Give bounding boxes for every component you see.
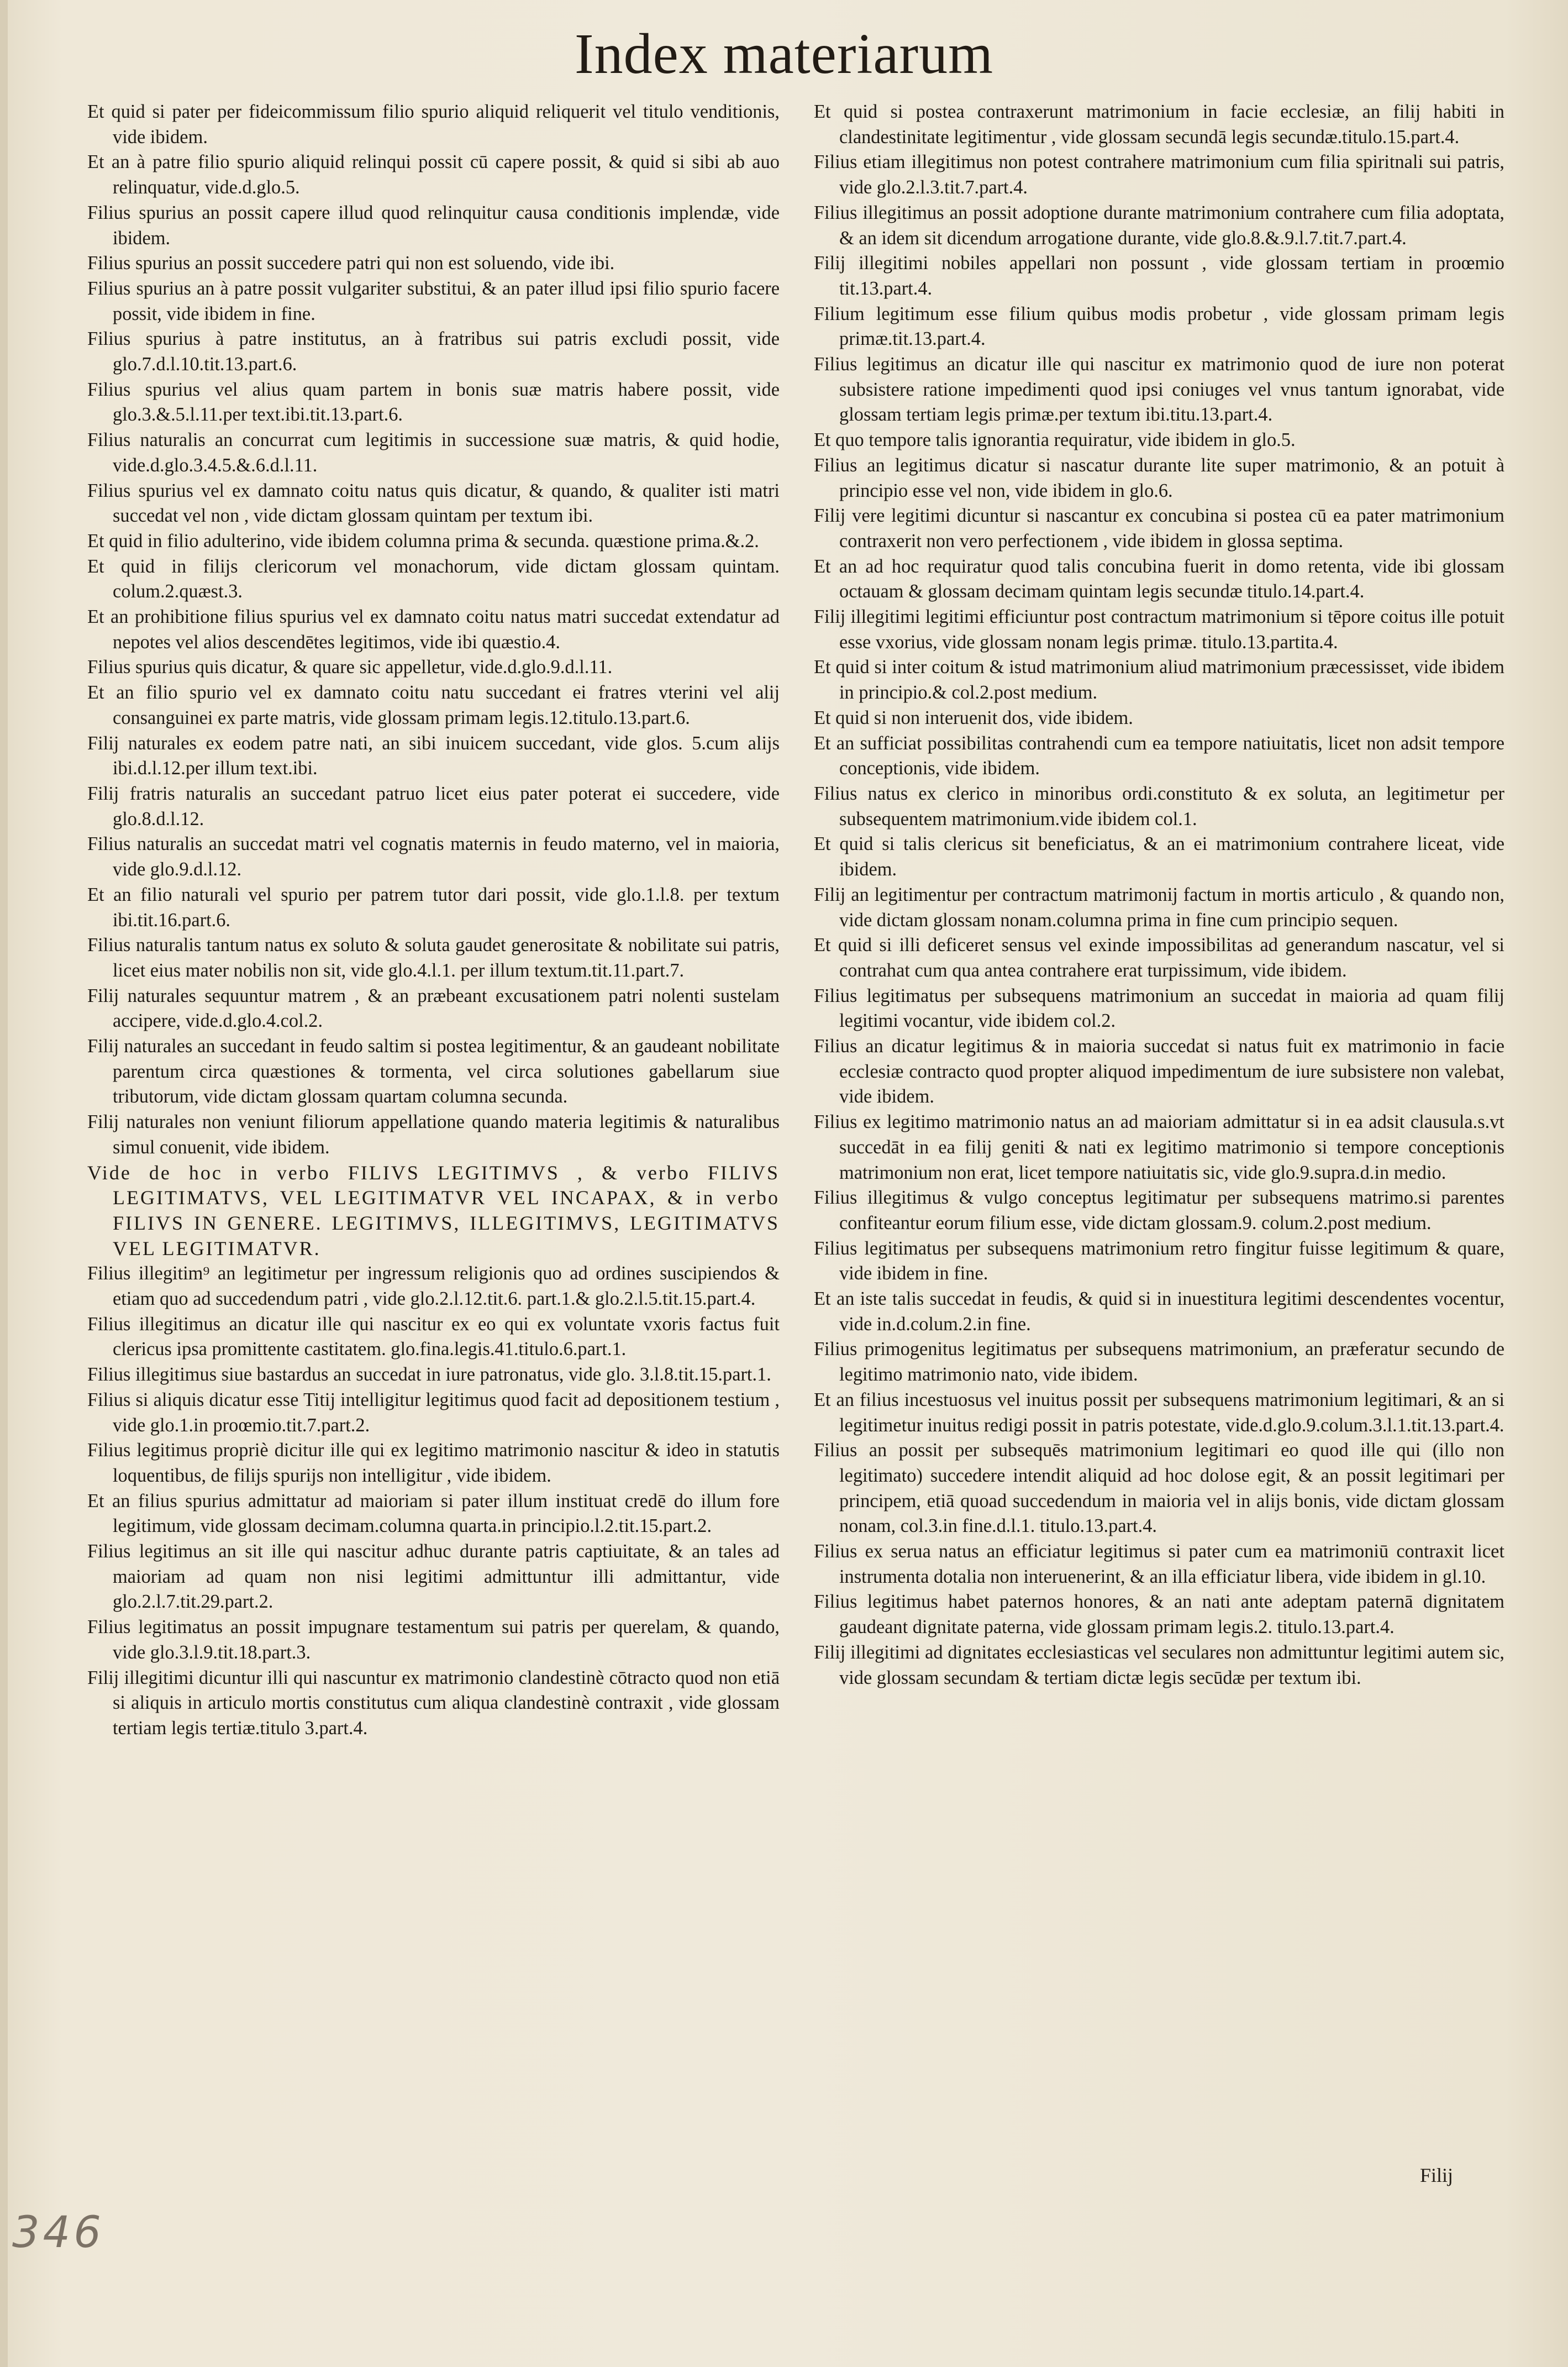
index-entry: Filius ex legitimo matrimonio natus an ad maioriam admittatur si in ea adsit clausula.s.vt succedāt in ea filij geniti & nati ex legitimo matrimonio si tempore conceptionis matrimonium non erat, licet tempore natiuitatis sic, vide glo.9.supra.d.in medio. [814, 1111, 1504, 1183]
index-entry: Filij naturales ex eodem patre nati, an sibi inuicem succedant, vide glos. 5.cum alijs ibi.d.l.12.per illum text.ibi. [87, 732, 780, 779]
index-entry: Filius an possit per subsequēs matrimonium legitimari eo quod ille qui (illo non legitimato) succedere intendit aliquid ad hoc dolose egit, & an possit legitimari per principem, etiā quoad succedendum in maioria vel in alijs bonis, vide dictam glossam nonam, col.3.in fine.d.l.1. titulo.13.part.4. [814, 1440, 1504, 1537]
index-entry: Filij illegitimi legitimi efficiuntur post contractum matrimonium si tēpore coitus ille potuit esse vxorius, vide glossam nonam legis primæ. titulo.13.partita.4. [814, 606, 1504, 653]
index-entry: Et an filio naturali vel spurio per patrem tutor dari possit, vide glo.1.l.8. per textum ibi.tit.16.part.6. [87, 884, 780, 931]
index-entry: Filij vere legitimi dicuntur si nascantur ex concubina si postea cū ea pater matrimonium contraxerit non vero perfectionem , vide ibidem in glossa septima. [814, 505, 1504, 552]
index-entry: Et quid in filio adulterino, vide ibidem columna prima & secunda. quæstione prima.&.2. [87, 530, 759, 552]
index-entry: Et an filius spurius admittatur ad maioriam si pater illum instituat credē do illum fore legitimum, vide glossam decimam.columna quarta.in principio.l.2.tit.15.part.2. [87, 1490, 780, 1537]
index-entry: Filius illegitimus & vulgo conceptus legitimatur per subsequens matrimo.si parentes confiteantur eorum filium esse, vide dictam glossam.9. colum.2.post medium. [814, 1187, 1504, 1234]
index-entry: Filius ex serua natus an efficiatur legitimus si pater cum ea matrimoniū contraxit licet instrumenta dotalia non interuenerint, & an illa efficiatur libera, vide ibidem in gl.10. [814, 1541, 1504, 1587]
index-entry: Et an sufficiat possibilitas contrahendi cum ea tempore natiuitatis, licet non adsit tempore conceptionis, vide ibidem. [814, 732, 1504, 779]
page-title: Index materiarum [574, 22, 994, 86]
catchword: Filij [1420, 2164, 1454, 2186]
index-entry: Et quid si postea contraxerunt matrimonium in facie ecclesiæ, an filij habiti in clandestinitate legitimentur , vide glossam secundā legis secundæ.titulo.15.part.4. [814, 101, 1504, 148]
index-entry: Filius spurius an possit capere illud quod relinquitur causa conditionis implendæ, vide ibidem. [87, 202, 780, 249]
index-entry: Et an filio spurio vel ex damnato coitu natu succedant ei fratres vterini vel alij consanguinei ex parte matris, vide glossam primam legis.12.titulo.13.part.6. [87, 682, 780, 728]
index-entry: Filius legitimus an dicatur ille qui nascitur ex matrimonio quod de iure non poterat subsistere ratione impedimenti quod ipsi coniuges vel vnus tantum ignorabat, vide glossam tertiam legis primæ.per textum ibi.titu.13.part.4. [814, 354, 1504, 426]
index-entry: Filium legitimum esse filium quibus modis probetur , vide glossam primam legis primæ.tit.13.part.4. [814, 303, 1504, 350]
index-entry: Filius si aliquis dicatur esse Titij intelligitur legitimus quod facit ad depositionem testium , vide glo.1.in proœmio.tit.7.part.2. [87, 1389, 780, 1436]
index-entry: Et an à patre filio spurio aliquid relinqui possit cū capere possit, & quid si sibi ab auo relinquatur, vide.d.glo.5. [87, 151, 780, 198]
index-entry: Filij illegitimi dicuntur illi qui nascuntur ex matrimonio clandestinè cōtracto quod non etiā si aliquis in articulo mortis constitutus cum aliqua clandestinè contraxit , vide glossam tertiam legis tertiæ.titulo 3.part.4. [87, 1667, 780, 1739]
index-entry: Filius an legitimus dicatur si nascatur durante lite super matrimonio, & an potuit à principio esse vel non, vide ibidem in glo.6. [814, 454, 1504, 501]
index-entry: Filius legitimus propriè dicitur ille qui ex legitimo matrimonio nascitur & ideo in statutis loquentibus, de filijs spurijs non intelligitur , vide ibidem. [87, 1440, 780, 1486]
index-entry: Filius spurius an à patre possit vulgariter substitui, & an pater illud ipsi filio spurio facere possit, vide ibidem in fine. [87, 277, 780, 324]
index-entry: Filius naturalis an concurrat cum legitimis in successione suæ matris, & quid hodie, vide.d.glo.3.4.5.&.6.d.l.11. [87, 429, 780, 476]
index-entry: Filij fratris naturalis an succedant patruo licet eius pater poterat ei succedere, vide glo.8.d.l.12. [87, 783, 780, 830]
index-entry: Filius an dicatur legitimus & in maioria succedat si natus fuit ex matrimonio in facie ecclesiæ contracto quod propter aliquod impedimentum de iure subsistere non valebat, vide ibidem. [814, 1036, 1504, 1108]
right-column [814, 99, 1504, 1691]
index-entry: Filius illegitimus an possit adoptione durante matrimonium contrahere cum filia adoptata, & an idem sit dicendum arrogatione durante, vide glo.8.&.9.l.7.tit.7.part.4. [814, 202, 1504, 249]
index-entry: Filius illegitim⁹ an legitimetur per ingressum religionis quo ad ordines suscipiendos & etiam quo ad succedendum patri , vide glo.2.l.12.tit.6. part.1.& glo.2.l.5.tit.15.part.4. [87, 1263, 780, 1310]
index-entry: Filius spurius à patre institutus, an à fratribus sui patris excludi possit, vide glo.7.d.l.10.tit.13.part.6. [87, 328, 780, 375]
index-entry: Filius spurius vel ex damnato coitu natus quis dicatur, & quando, & qualiter isti matri succedat vel non , vide dictam glossam quintam per textum ibi. [87, 480, 780, 527]
index-entry: Et quid si inter coitum & istud matrimonium aliud matrimonium præcessisset, vide ibidem in principio.& col.2.post medium. [814, 657, 1504, 704]
left-column [87, 99, 780, 1741]
index-entry: Et quid si pater per fideicommissum filio spurio aliquid reliquerit vel titulo venditionis, vide ibidem. [87, 101, 780, 148]
index-entry: Et quid si talis clericus sit beneficiatus, & an ei matrimonium contrahere liceat, vide ibidem. [814, 833, 1504, 880]
index-entry: Filij naturales sequuntur matrem , & an præbeant excusationem patri nolenti sustelam accipere, vide.d.glo.4.col.2. [87, 985, 780, 1032]
index-entry: Filij naturales an succedant in feudo saltim si postea legitimentur, & an gaudeant nobilitate parentum circa quæstiones & tormenta, vel circa solutiones gabellarum siue tributorum, vide dictam glossam quartam columna secunda. [87, 1036, 780, 1108]
index-entry: Filij naturales non veniunt filiorum appellatione quando materia legitimis & naturalibus simul conuenit, vide ibidem. [87, 1111, 780, 1158]
index-entry: Et quo tempore talis ignorantia requiratur, vide ibidem in glo.5. [814, 429, 1296, 451]
index-entry: Filius legitimus an sit ille qui nascitur adhuc durante patris captiuitate, & an tales ad maioriam ad quam non nisi legitimi admittuntur illi admittantur, vide glo.2.l.7.tit.29.part.2. [87, 1541, 780, 1613]
index-entry: Filius legitimatus per subsequens matrimonium retro fingitur fuisse legitimum & quare, vide ibidem in fine. [814, 1237, 1504, 1284]
index-entry: Filij illegitimi ad dignitates ecclesiasticas vel seculares non admittuntur legitimi autem sic, vide glossam secundam & tertiam dictæ legis secūdæ per textum ibi. [814, 1641, 1504, 1688]
index-entry: Et an ad hoc requiratur quod talis concubina fuerit in domo retenta, vide ibi glossam octauam & glossam decimam quintam legis secundæ titulo.14.part.4. [814, 555, 1504, 602]
index-entry: Filius etiam illegitimus non potest contrahere matrimonium cum filia spiritnali sui patris, vide glo.2.l.3.tit.7.part.4. [814, 151, 1504, 198]
index-entry: Filius natus ex clerico in minoribus ordi.constituto & ex soluta, an legitimetur per subsequentem matrimonium.vide ibidem col.1. [814, 783, 1504, 830]
index-entry: Filij an legitimentur per contractum matrimonij factum in mortis articulo , & quando non, vide dictam glossam nonam.columna prima in fine cum principio sequen. [814, 884, 1504, 931]
index-entry: Filius legitimatus per subsequens matrimonium an succedat in maioria ad quam filij legitimi vocantur, vide ibidem col.2. [814, 985, 1504, 1032]
index-entry: Filius spurius vel alius quam partem in bonis suæ matris habere possit, vide glo.3.&.5.l.11.per text.ibi.tit.13.part.6. [87, 379, 780, 426]
index-entry: Filius naturalis an succedat matri vel cognatis maternis in feudo materno, vel in maioria, vide glo.9.d.l.12. [87, 833, 780, 880]
index-entry: Filius legitimus habet paternos honores, & an nati ante adeptam paternā dignitatem gaudeant dignitate paterna, vide glossam primam legis.2. titulo.13.part.4. [814, 1591, 1504, 1638]
index-entry: Filius primogenitus legitimatus per subsequens matrimonium, an præferatur secundo de legitimo matrimonio nato, vide ibidem. [814, 1339, 1504, 1385]
page-edge [0, 0, 8, 2367]
index-entry: Et an iste talis succedat in feudis, & quid si in inuestitura legitimi descendentes vocentur, vide in.d.colum.2.in fine. [814, 1288, 1504, 1335]
index-entry: Filius spurius an possit succedere patri qui non est soluendo, vide ibi. [87, 253, 615, 274]
index-entry: Filij illegitimi nobiles appellari non possunt , vide glossam tertiam in proœmio tit.13.part.4. [814, 253, 1504, 299]
index-entry: Filius illegitimus siue bastardus an succedat in iure patronatus, vide glo. 3.l.8.tit.15.part.1. [87, 1364, 771, 1385]
handwritten-folio-number: 346 [12, 2208, 104, 2258]
index-entry: Filius naturalis tantum natus ex soluto & soluta gaudet generositate & nobilitate sui patris, licet eius mater nobilis non sit, vide glo.4.l.1. per illum textum.tit.11.part.7. [87, 935, 780, 981]
index-entry: Et an filius incestuosus vel inuitus possit per subsequens matrimonium legitimari, & an si legitimetur inuitus redigi possit in patris potestate, vide.d.glo.9.colum.3.l.1.tit.13.part.4. [814, 1389, 1504, 1436]
index-entry: Vide de hoc in verbo FILIVS LEGITIMVS , & verbo FILIVS LEGITIMATVS, VEL LEGITIMATVR VEL INCAPAX, & in verbo FILIVS IN GENERE. LEGITIMVS, ILLEGITIMVS, LEGITIMATVS VEL LEGITIMATVR. [87, 1161, 780, 1259]
index-entry: Et quid si illi deficeret sensus vel exinde impossibilitas ad generandum nascatur, vel si contrahat cum qua antea contrahere erat turpissimum, vide ibidem. [814, 935, 1504, 981]
index-entry: Filius illegitimus an dicatur ille qui nascitur ex eo qui ex voluntate vxoris factus fuit clericus ipsa promittente castitatem. glo.fina.legis.41.titulo.6.part.1. [87, 1313, 780, 1360]
index-entry: Et quid in filijs clericorum vel monachorum, vide dictam glossam quintam. colum.2.quæst.3. [87, 555, 780, 602]
index-entry: Filius spurius quis dicatur, & quare sic appelletur, vide.d.glo.9.d.l.11. [87, 657, 613, 678]
index-entry: Et quid si non interuenit dos, vide ibidem. [814, 707, 1133, 728]
index-entry: Filius legitimatus an possit impugnare testamentum sui patris per querelam, & quando, vide glo.3.l.9.tit.18.part.3. [87, 1617, 780, 1663]
index-entry: Et an prohibitione filius spurius vel ex damnato coitu natus matri succedat extendatur ad nepotes vel alios descendētes legitimos, vide ibi quæstio.4. [87, 606, 780, 653]
